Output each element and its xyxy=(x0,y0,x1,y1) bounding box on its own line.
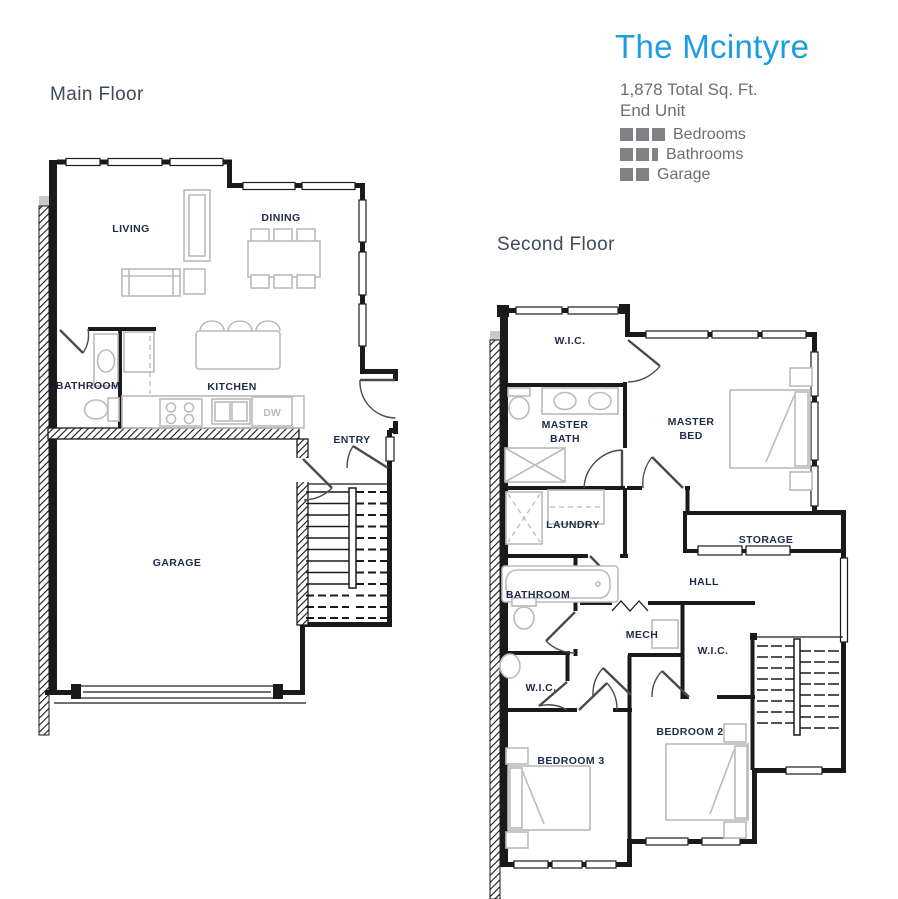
living-room-furniture xyxy=(122,190,210,296)
toilet xyxy=(85,400,108,419)
second-staircase xyxy=(750,633,843,735)
room-label-master-bed-2: BED xyxy=(679,430,703,442)
room-label-bedroom2: BEDROOM 2 xyxy=(656,726,724,738)
bedroom2-furniture xyxy=(666,724,748,838)
mech-bifold-door xyxy=(612,601,648,611)
nightstand xyxy=(790,472,812,490)
garage-count-square xyxy=(636,168,649,181)
bedroom-count-square xyxy=(652,128,665,141)
garage-door xyxy=(71,684,283,699)
second-floor-plan xyxy=(480,290,898,899)
legend-row-bathrooms xyxy=(620,145,890,164)
room-label-kitchen: KITCHEN xyxy=(207,381,257,393)
room-label-mech: MECH xyxy=(625,629,659,641)
bedrooms-label: Bedrooms xyxy=(673,125,746,143)
headboard xyxy=(795,392,808,466)
room-label-storage: STORAGE xyxy=(738,534,794,546)
second-bathroom-fixtures xyxy=(500,566,618,678)
unit-type: End Unit xyxy=(620,101,686,120)
second-party-wall xyxy=(490,308,508,899)
legend-row-garage xyxy=(620,165,890,184)
storage-door xyxy=(746,546,790,555)
garage-label: Garage xyxy=(657,165,711,183)
nightstand xyxy=(790,368,812,386)
room-label-master-bath-1: MASTER xyxy=(541,419,589,431)
room-label-garage: GARAGE xyxy=(152,557,202,569)
nightstand xyxy=(506,832,528,848)
room-label-hall: HALL xyxy=(689,576,719,588)
plan-specs xyxy=(620,79,890,121)
headboard xyxy=(735,746,747,818)
room-label-bedroom3: BEDROOM 3 xyxy=(537,755,605,767)
bathroom-count-square xyxy=(636,148,649,161)
kitchen-island xyxy=(196,331,280,369)
plan-legend xyxy=(620,125,890,184)
bathroom-half-count-square xyxy=(652,148,658,161)
room-label-bathroom: BATHROOM xyxy=(55,380,121,392)
stove xyxy=(160,399,202,426)
laundry-fixtures xyxy=(506,490,604,544)
main-party-wall xyxy=(39,160,57,735)
legend-row-bedrooms xyxy=(620,125,890,144)
label-dishwasher: DW xyxy=(263,407,281,419)
sofa xyxy=(122,269,180,296)
second-floor-title: Second Floor xyxy=(497,234,615,255)
room-label-wic-bedroom3: W.I.C. xyxy=(525,682,557,694)
storage-door xyxy=(698,546,742,555)
room-label-bathroom2: BATHROOM xyxy=(505,589,571,601)
bedroom-count-square xyxy=(636,128,649,141)
room-label-laundry: LAUNDRY xyxy=(546,519,600,531)
toilet xyxy=(509,397,529,419)
nightstand xyxy=(506,748,528,764)
main-floor-title: Main Floor xyxy=(50,84,144,105)
bathrooms-label: Bathrooms xyxy=(666,145,744,163)
bedroom-count-square xyxy=(620,128,633,141)
total-sqft: 1,878 Total Sq. Ft. xyxy=(620,80,758,99)
nightstand xyxy=(724,822,746,838)
room-label-dining: DINING xyxy=(261,212,301,224)
room-label-entry: ENTRY xyxy=(333,434,371,446)
room-label-master-bed-1: MASTER xyxy=(667,416,715,428)
plan-name: The Mcintyre xyxy=(615,28,810,65)
toilet xyxy=(514,607,534,629)
sink xyxy=(500,654,520,678)
master-bed-furniture xyxy=(730,368,812,490)
dining-furniture xyxy=(248,229,320,288)
bathroom-count-square xyxy=(620,148,633,161)
dining-table xyxy=(248,241,320,277)
main-staircase xyxy=(306,488,388,618)
room-label-living: LIVING xyxy=(112,223,150,235)
room-label-wic-master: W.I.C. xyxy=(554,335,586,347)
nightstand xyxy=(724,724,746,742)
tv-unit xyxy=(184,190,210,261)
room-label-master-bath-2: BATH xyxy=(550,433,580,445)
side-table xyxy=(184,269,205,294)
room-label-wic-bedroom2: W.I.C. xyxy=(697,645,729,657)
main-floor-plan xyxy=(30,140,410,820)
garage-count-square xyxy=(620,168,633,181)
plan-header xyxy=(615,28,890,184)
headboard xyxy=(510,768,522,828)
main-bathroom-fixtures xyxy=(85,334,120,421)
